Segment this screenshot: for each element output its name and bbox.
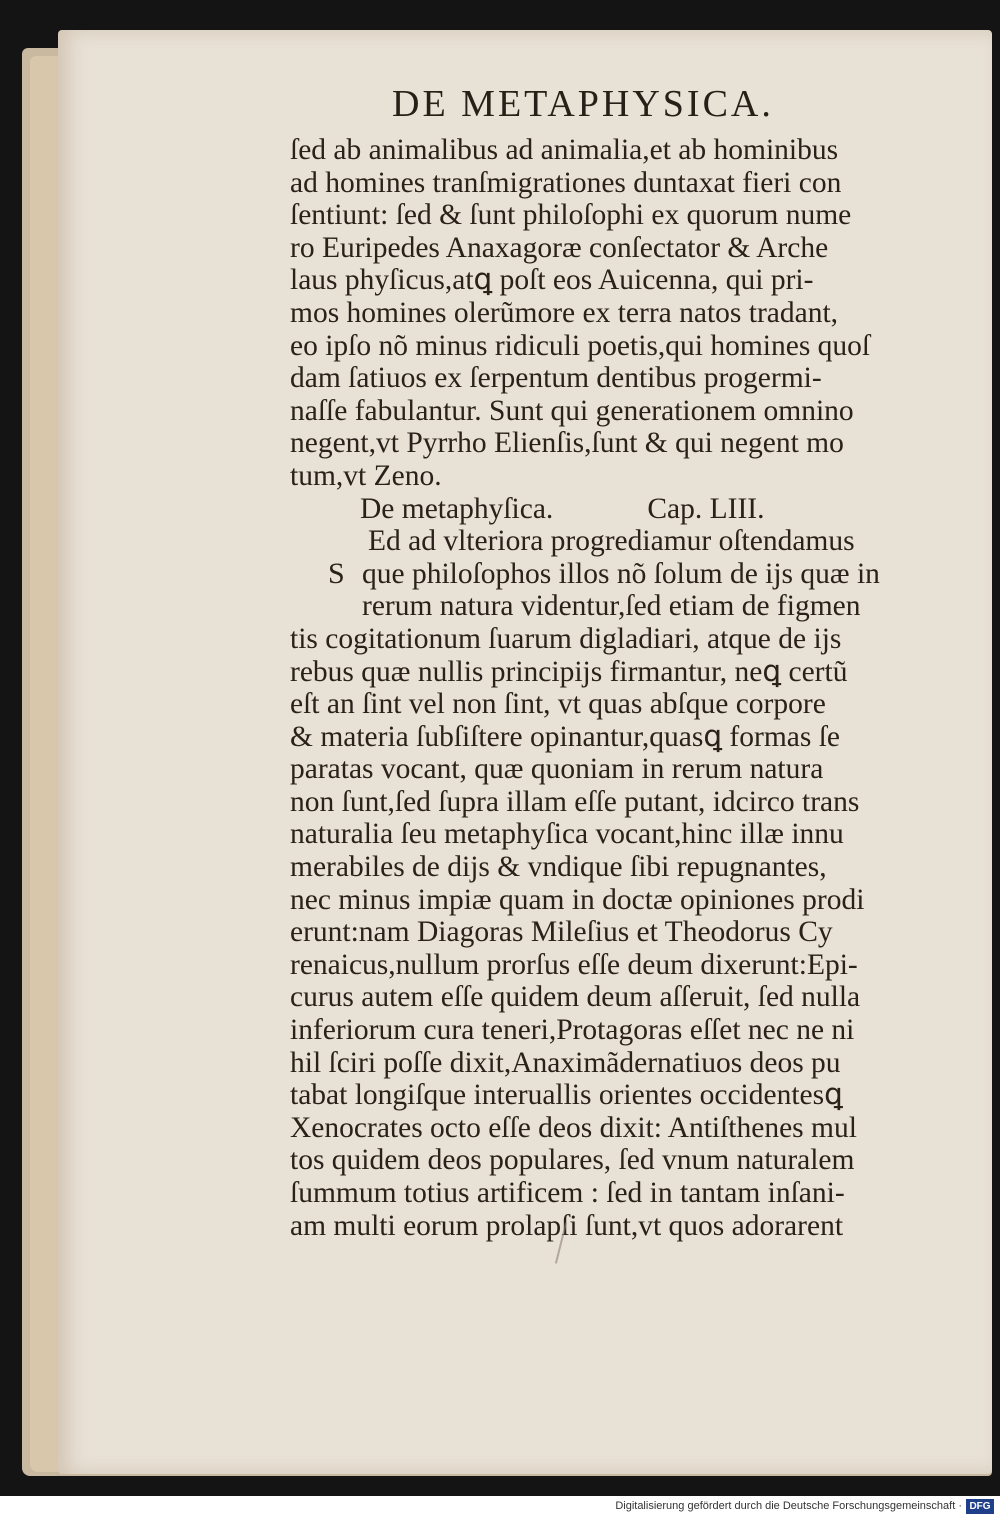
text-line: tis cogitationum ſuarum digladiari, atque de ijs — [290, 622, 842, 655]
text-line: rerum natura videntur,ſed etiam de figmen — [362, 590, 861, 623]
text-line: ſummum totius artificem : ſed in tantam inſani- — [290, 1177, 845, 1209]
text-line: ſed ab animalibus ad animalia,et ab hominibus — [290, 134, 839, 166]
text-line: nec minus impiæ quam in doctæ opiniones prodi — [290, 883, 865, 916]
dfg-logo-icon: DFG — [966, 1499, 994, 1514]
text-line: inferiorum cura teneri,Protagoras eſſet nec ne ni — [290, 1014, 855, 1047]
text-line: am multi eorum prolapſi ſunt,vt quos adorarent — [290, 1209, 844, 1242]
chapter-number: Cap. LIII. — [647, 492, 765, 525]
funding-credit: Digitalisierung gefördert durch die Deutsche Forschungsgemeinschaft · — [615, 1500, 962, 1512]
text-line: ro Euripedes Anaxagoræ conſectator & Arche — [290, 231, 829, 264]
text-line: paratas vocant, quæ quoniam in rerum natura — [290, 753, 824, 786]
text-line: Xenocrates octo eſſe deos dixit: Antiſthenes mul — [290, 1111, 857, 1144]
chapter-title: De metaphyſica. — [360, 492, 554, 525]
text-line: tum,vt Zeno. — [290, 459, 442, 492]
text-line: & materia ſubſiſtere opinantur,quasꝗ formas ſe — [290, 720, 841, 753]
text-line: mos homines olerũmore ex terra natos tradant, — [290, 296, 839, 329]
drop-cap-line — [290, 558, 930, 591]
running-head: DE METAPHYSICA. — [392, 83, 774, 125]
text-line: rebus quæ nullis principijs firmantur, neꝗ certũ — [290, 655, 848, 688]
text-line: dam ſatiuos ex ſerpentum dentibus progermi- — [290, 362, 822, 395]
text-line: tabat longiſque interuallis orientes occidentesꝗ — [290, 1079, 843, 1112]
drop-cap: S — [328, 556, 345, 590]
text-block — [290, 134, 930, 1242]
text-line: renaicus,nullum prorſus eſſe deum dixerunt:Epi- — [290, 948, 858, 981]
chapter-heading — [290, 493, 930, 526]
text-line: naſſe fabulantur. Sunt qui generationem omnino — [290, 394, 854, 427]
footer-bar — [0, 1496, 1000, 1518]
text-line: tos quidem deos populares, ſed vnum naturalem — [290, 1144, 855, 1177]
text-line: ad homines tranſmigrationes duntaxat fieri con — [290, 166, 842, 199]
text-line: eo ipſo nõ minus ridiculi poetis,qui homines quoſ — [290, 329, 871, 362]
text-line: merabiles de dijs & vndique ſibi repugnantes, — [290, 851, 827, 884]
text-line: non ſunt,ſed ſupra illam eſſe putant, idcirco trans — [290, 785, 860, 818]
text-line: hil ſciri poſſe dixit,Anaximãdernatiuos deos pu — [290, 1046, 841, 1079]
text-line: naturalia ſeu metaphyſica vocant,hinc illæ innu — [290, 818, 844, 851]
text-line: erunt:nam Diagoras Mileſius et Theodorus Cy — [290, 916, 833, 949]
drop-cap-line-text: que philoſophos illos nõ ſolum de ijs quæ in — [362, 557, 880, 590]
text-line: laus phyſicus,atꝗ poſt eos Auicenna, qui pri- — [290, 264, 814, 297]
text-line: curus autem eſſe quidem deum aſſeruit, ſed nulla — [290, 981, 861, 1014]
text-line: ſentiunt: ſed & ſunt philoſophi ex quorum nume — [290, 199, 852, 232]
chapter-first-line: Ed ad vlteriora progrediamur oſtendamus — [368, 525, 855, 558]
text-line: eſt an ſint vel non ſint, vt quas abſque corpore — [290, 688, 826, 721]
text-line: negent,vt Pyrrho Elienſis,ſunt & qui negent mo — [290, 427, 844, 460]
